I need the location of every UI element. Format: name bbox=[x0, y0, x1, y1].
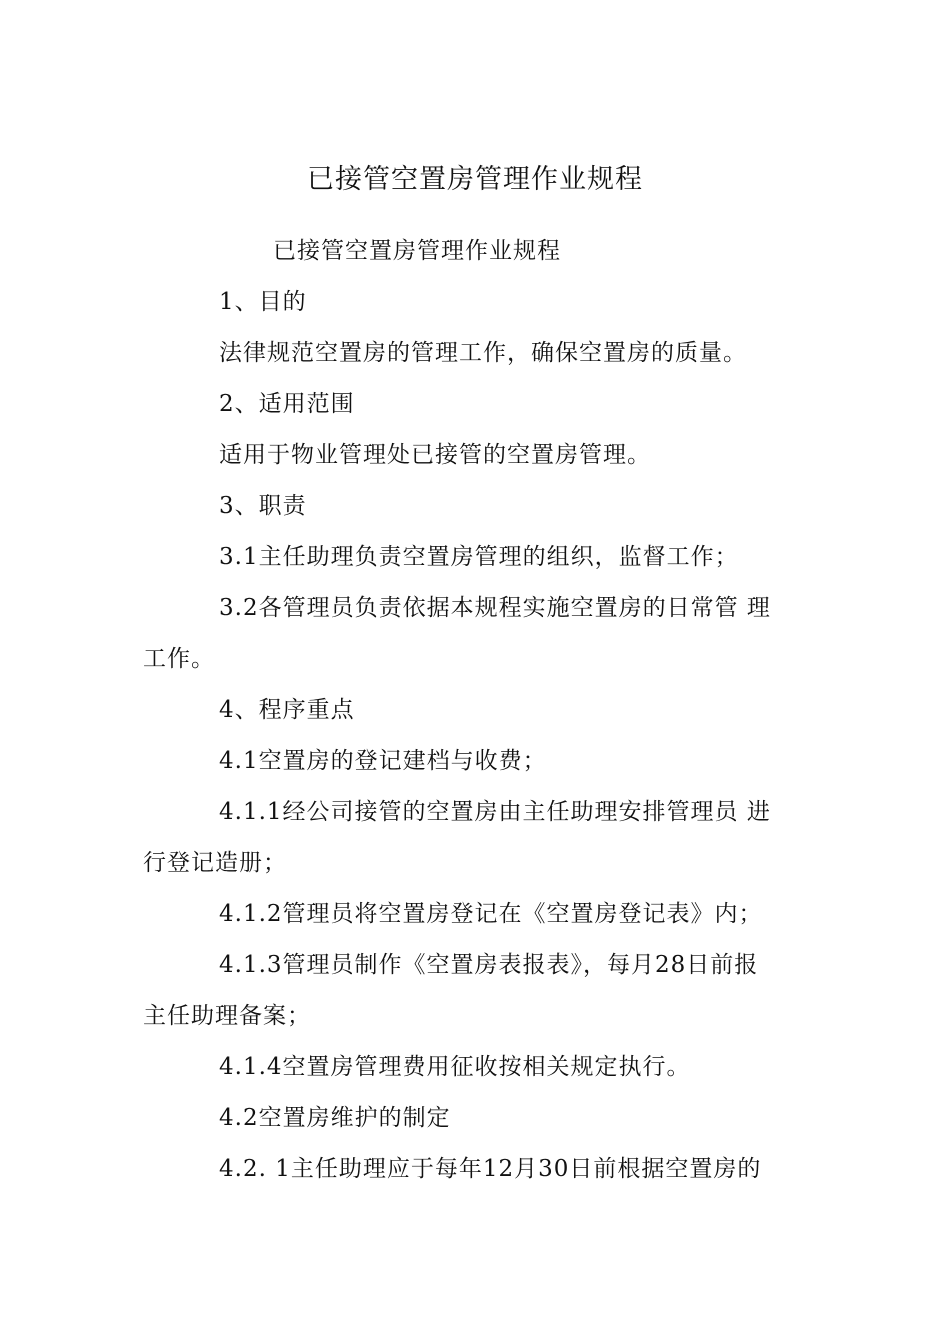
section-heading: 2、适用范围 bbox=[219, 391, 355, 417]
paragraph-line: 4.2. 1主任助理应于每年12月30日前根据空置房的 bbox=[219, 1156, 762, 1182]
section-heading: 4、程序重点 bbox=[219, 697, 355, 723]
paragraph-line: 3.2各管理员负责依据本规程实施空置房的日常管 理 bbox=[219, 595, 771, 621]
document-subtitle: 已接管空置房管理作业规程 bbox=[273, 238, 561, 264]
paragraph-line: 主任助理备案； bbox=[143, 1003, 311, 1029]
paragraph-line: 行登记造册； bbox=[143, 850, 287, 876]
paragraph-line: 4.1.1经公司接管的空置房由主任助理安排管理员 进 bbox=[219, 799, 771, 825]
paragraph-line: 4.1.4空置房管理费用征收按相关规定执行。 bbox=[219, 1054, 691, 1080]
paragraph-line: 3.1主任助理负责空置房管理的组织，监督工作； bbox=[219, 544, 739, 570]
section-heading: 1、目的 bbox=[219, 289, 307, 315]
paragraph-line: 工作。 bbox=[143, 646, 215, 672]
paragraph-line: 4.1.3管理员制作《空置房表报表》，每月28日前报 bbox=[219, 952, 759, 978]
paragraph-line: 4.1空置房的登记建档与收费； bbox=[219, 748, 547, 774]
paragraph-line: 法律规范空置房的管理工作，确保空置房的质量。 bbox=[219, 340, 747, 366]
paragraph-line: 4.1.2管理员将空置房登记在《空置房登记表》内； bbox=[219, 901, 763, 927]
document-title: 已接管空置房管理作业规程 bbox=[307, 164, 643, 195]
paragraph-line: 4.2空置房维护的制定 bbox=[219, 1105, 451, 1131]
section-heading: 3、职责 bbox=[219, 493, 307, 519]
paragraph-line: 适用于物业管理处已接管的空置房管理。 bbox=[219, 442, 651, 468]
